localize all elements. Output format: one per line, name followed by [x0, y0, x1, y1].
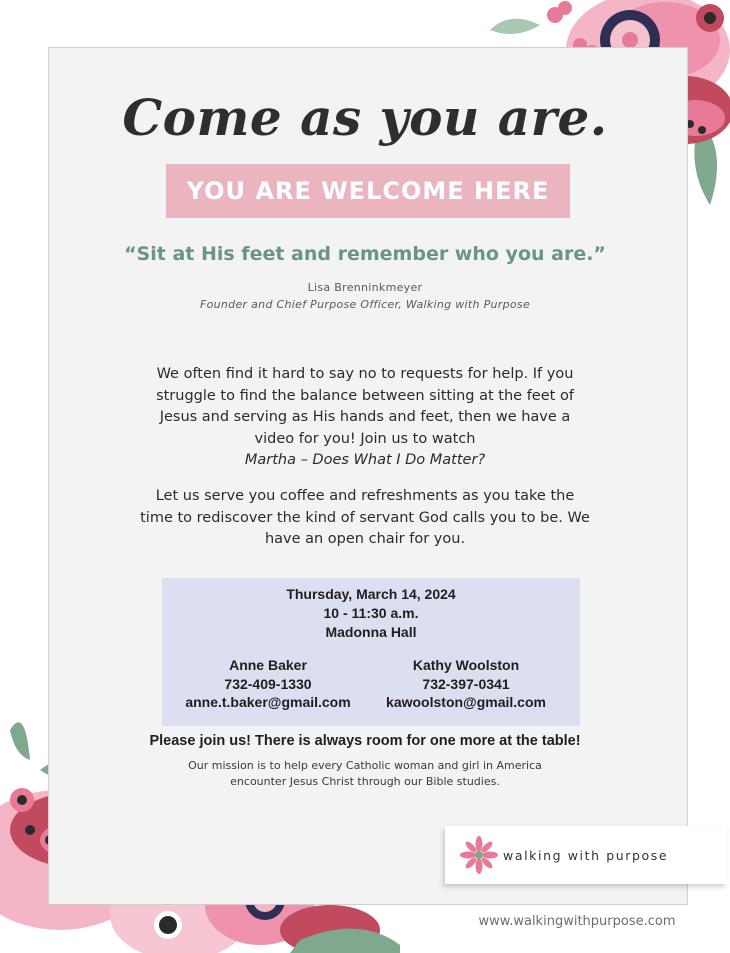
event-details-box: [162, 578, 580, 726]
flyer-headline: Come as you are.: [122, 88, 608, 147]
flower-logo-icon: [459, 835, 499, 875]
event-time: 10 - 11:30 a.m.: [323, 605, 419, 621]
welcome-banner: [166, 164, 570, 218]
video-title: Martha – Does What I Do Matter?: [244, 452, 486, 468]
welcome-banner-text: YOU ARE WELCOME HERE: [186, 177, 550, 205]
quote-author: Lisa Brenninkmeyer: [307, 281, 423, 294]
logo-card: [445, 826, 727, 884]
quote-author-title: Founder and Chief Purpose Officer, Walking with Purpose: [199, 298, 531, 311]
contact-email[interactable]: kawoolston@gmail.com: [386, 694, 546, 710]
mission-statement: Our mission is to help every Catholic woman and girl in America encounter Jesus Christ through our Bible studies.: [188, 759, 542, 788]
website-link[interactable]: www.walkingwithpurpose.com: [478, 914, 676, 929]
contact-phone[interactable]: 732-397-0341: [422, 675, 510, 692]
contact-name: Kathy Woolston: [412, 657, 520, 673]
contact-card: [368, 656, 564, 712]
event-location: Madonna Hall: [325, 624, 417, 640]
contact-card: [168, 656, 368, 712]
contact-name: Anne Baker: [229, 657, 307, 673]
contact-email[interactable]: anne.t.baker@gmail.com: [185, 694, 351, 710]
invitation-paragraph: Let us serve you coffee and refreshments as you take the time to rediscover the kind of servant God calls you to be. We have an open chair for you.: [140, 488, 590, 547]
join-invite: Please join us! There is always room for one more at the table!: [149, 733, 581, 749]
quote: “Sit at His feet and remember who you are.”: [124, 243, 606, 265]
intro-paragraph-text: We often find it hard to say no to requests for help. If you struggle to find the balance between sitting at the feet of Jesus and serving as His hands and feet, then we have a video for you! Join us to watch: [156, 366, 574, 447]
contact-phone[interactable]: 732-409-1330: [224, 675, 312, 692]
intro-paragraph: [140, 364, 590, 472]
logo-wordmark: walking with purpose: [503, 847, 669, 863]
event-date: Thursday, March 14, 2024: [286, 586, 456, 602]
